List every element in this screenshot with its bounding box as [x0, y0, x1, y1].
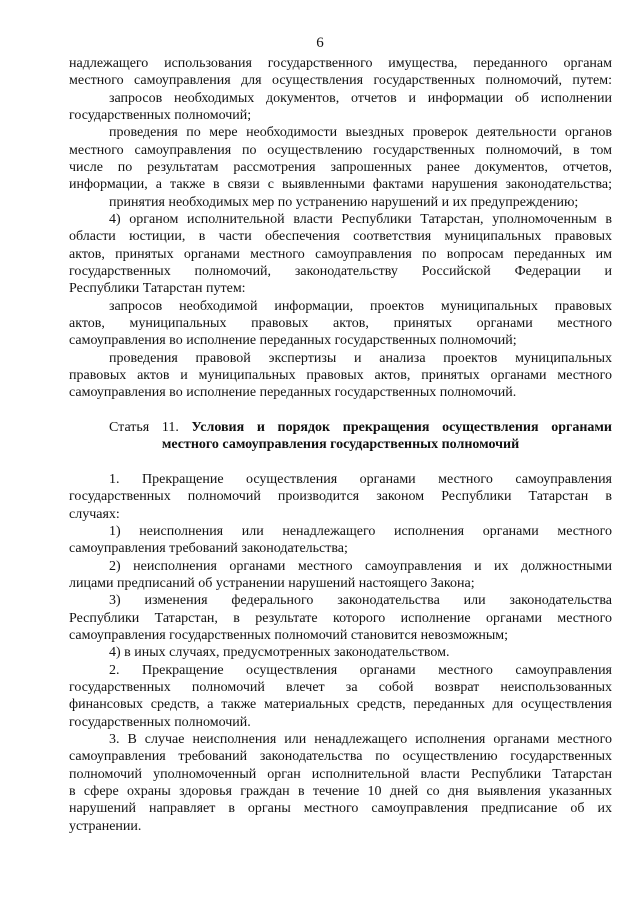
paragraph-line: правовых актов и муниципальных правовых актов, принятых органами местного	[69, 367, 612, 383]
paragraph-line: Республики Татарстан путем:	[69, 281, 246, 297]
paragraph-line: самоуправления требований законодательства по осуществлению государственных	[69, 749, 612, 765]
paragraph-line: 3. В случае неисполнения или ненадлежащего исполнения органами местного	[109, 731, 612, 747]
paragraph-line: государственных полномочий;	[69, 107, 252, 123]
paragraph-line: самоуправления во исполнение переданных государственных полномочий.	[69, 385, 517, 401]
paragraph-line: запросов необходимых документов, отчетов и информации об исполнении	[109, 90, 612, 106]
paragraph-line: 4) органом исполнительной власти Республики Татарстан, уполномоченным в	[109, 211, 612, 227]
paragraph-line: государственных полномочий производится законом Республики Татарстан в	[69, 489, 612, 505]
article-heading-line-2: местного самоуправления государственных полномочий	[161, 437, 520, 453]
paragraph-line: числе по результатам рассмотрения запрошенных ранее документов, отчетов,	[69, 159, 612, 175]
paragraph-line: нарушений направляет в органы местного самоуправления предписание об их	[69, 801, 612, 817]
paragraph-line: государственных полномочий влечет за собой возврат неиспользованных	[69, 679, 612, 695]
paragraph-line: 4) в иных случаях, предусмотренных законодательством.	[109, 645, 450, 661]
paragraph-line: информации, а также в связи с выявленными фактами нарушения законодательства;	[69, 177, 612, 193]
paragraph-line: полномочий уполномоченный орган исполнительной власти Республики Татарстан	[69, 766, 612, 782]
paragraph-line: надлежащего использования государственного имущества, переданного органам	[69, 56, 612, 71]
paragraph-line: запросов необходимой информации, проектов муниципальных правовых	[109, 298, 612, 314]
paragraph-line: устранении.	[69, 818, 142, 834]
paragraph-line: области юстиции, в части обеспечения соответствия муниципальных правовых	[69, 229, 612, 245]
paragraph-line	[69, 454, 612, 472]
paragraph-line: 1. Прекращение осуществления органами местного самоуправления	[109, 471, 612, 487]
paragraph-line: самоуправления требований законодательства;	[69, 541, 348, 557]
page-number: 6	[316, 35, 324, 51]
paragraph-line: 2. Прекращение осуществления органами местного самоуправления	[109, 662, 612, 678]
article-number: Статья 11.	[109, 419, 192, 435]
paragraph-line: государственных полномочий.	[69, 714, 251, 730]
paragraph-line: самоуправления государственных полномочий становится невозможным;	[69, 627, 509, 643]
paragraph-line: актов, принятых органами местного самоуправления по вопросам переданных им	[69, 246, 612, 262]
paragraph-line: в сфере охраны здоровья граждан в течение 10 дней со дня выявления указанных	[69, 783, 612, 799]
paragraph-line: проведения правовой экспертизы и анализа проектов муниципальных	[109, 350, 612, 366]
article-title: Условия и порядок прекращения осуществления органами	[191, 419, 612, 435]
article-heading-line-1	[109, 419, 612, 437]
paragraph-line: принятия необходимых мер по устранению нарушений и их предупреждению;	[109, 194, 579, 210]
paragraph-line: местного самоуправления по осуществлению государственных полномочий, в том	[69, 142, 612, 158]
paragraph-line	[69, 402, 612, 420]
paragraph-line: 1) неисполнения или ненадлежащего исполнения органами местного	[109, 523, 612, 539]
paragraph-line: 2) неисполнения органами местного самоуправления и их должностными	[109, 558, 612, 574]
paragraph-line: актов, муниципальных правовых актов, принятых органами местного	[69, 315, 612, 331]
paragraph-line: местного самоуправления для осуществления государственных полномочий, путем:	[69, 73, 612, 89]
paragraph-line: самоуправления во исполнение переданных государственных полномочий;	[69, 333, 517, 349]
paragraph-line: случаях:	[69, 506, 120, 522]
paragraph-line: проведения по мере необходимости выездных проверок деятельности органов	[109, 125, 612, 141]
paragraph-line: 3) изменения федерального законодательства или законодательства	[109, 593, 612, 609]
paragraph-line: финансовых средств, а также материальных средств, переданных для осуществления	[69, 697, 612, 713]
paragraph-line: лицами предписаний об устранении нарушений настоящего Закона;	[69, 575, 475, 591]
paragraph-line: Республики Татарстан, в результате которого исполнение органами местного	[69, 610, 612, 626]
paragraph-line: государственных полномочий, законодательству Российской Федерации и	[69, 263, 612, 279]
